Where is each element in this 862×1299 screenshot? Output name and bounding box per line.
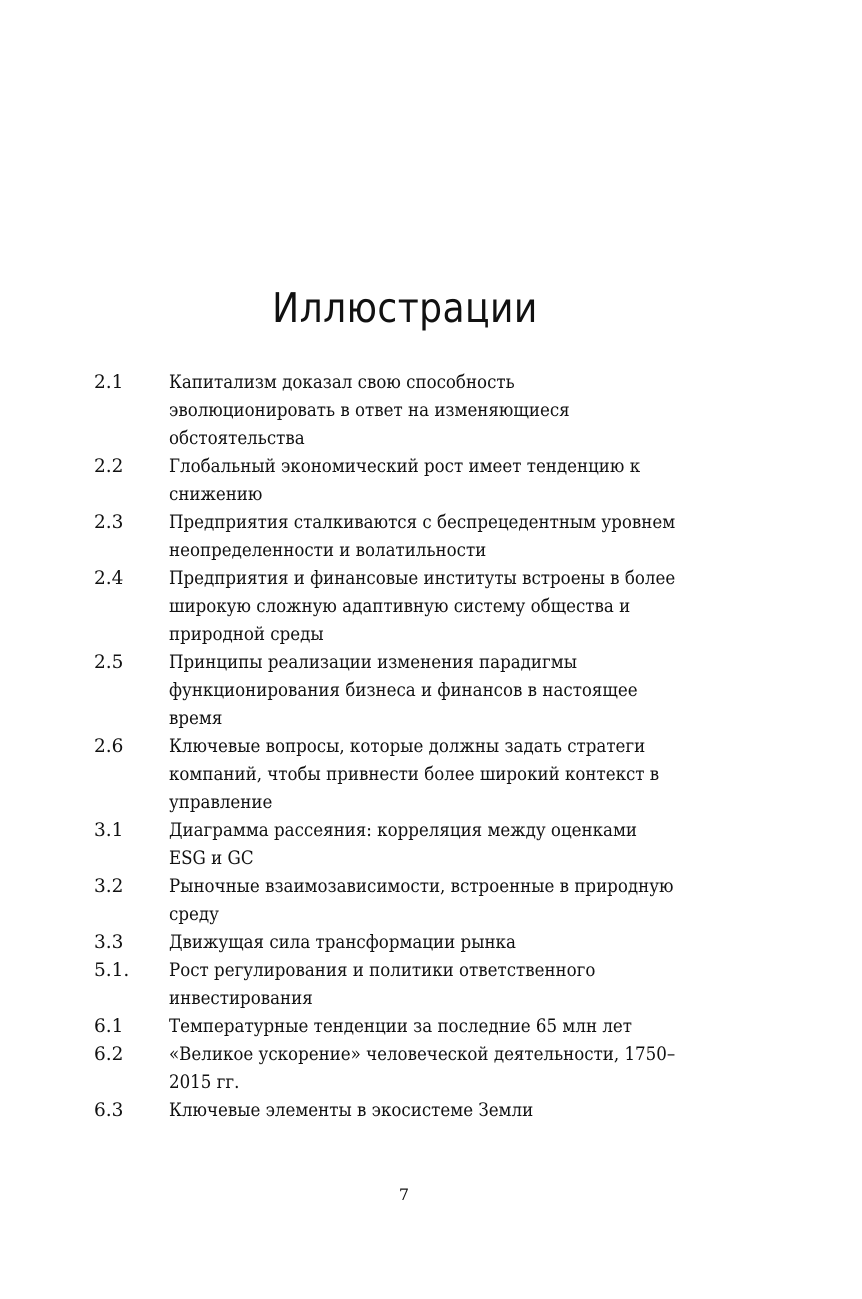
entry-number: 2.6 xyxy=(94,736,124,757)
list-item xyxy=(94,873,734,929)
list-item xyxy=(94,509,734,565)
list-item xyxy=(94,1097,734,1125)
page-number: 7 xyxy=(398,1185,410,1204)
list-item xyxy=(94,817,734,873)
list-item xyxy=(94,1013,734,1041)
entry-number: 5.1. xyxy=(94,960,130,981)
list-item xyxy=(94,733,734,817)
entry-caption: Ключевые вопросы, которые должны задать стратеги компаний, чтобы привнести более широкий контекст в управление xyxy=(169,736,660,813)
entry-number: 2.3 xyxy=(94,512,124,533)
entry-number: 2.4 xyxy=(94,568,124,589)
list-item xyxy=(94,453,734,509)
entry-caption: Предприятия сталкиваются с беспрецедентным уровнем неопределенности и волатильности xyxy=(169,512,676,561)
entry-number: 3.2 xyxy=(94,876,124,897)
entry-caption: «Великое ускорение» человеческой деятельности, 1750–2015 гг. xyxy=(169,1044,676,1093)
entry-caption: Предприятия и финансовые институты встроены в более широкую сложную адаптивную систему общества и природной среды xyxy=(169,568,676,645)
list-item xyxy=(94,565,734,649)
list-item xyxy=(94,649,734,733)
entry-caption: Температурные тенденции за последние 65 млн лет xyxy=(169,1016,632,1037)
entry-number: 6.2 xyxy=(94,1044,124,1065)
entry-number: 6.3 xyxy=(94,1100,124,1121)
entry-number: 6.1 xyxy=(94,1016,124,1037)
entry-number: 3.1 xyxy=(94,820,124,841)
entry-number: 2.1 xyxy=(94,372,124,393)
entry-caption: Капитализм доказал свою способность эволюционировать в ответ на изменяющиеся обстоятельства xyxy=(169,372,570,449)
entry-caption: Рост регулирования и политики ответственного инвестирования xyxy=(169,960,596,1009)
entry-caption: Принципы реализации изменения парадигмы функционирования бизнеса и финансов в настоящее время xyxy=(169,652,638,729)
list-item xyxy=(94,957,734,1013)
illustrations-list xyxy=(94,369,734,1125)
entry-number: 3.3 xyxy=(94,932,124,953)
entry-caption: Ключевые элементы в экосистеме Земли xyxy=(169,1100,534,1121)
list-item xyxy=(94,929,734,957)
page-title: Иллюстрации xyxy=(272,284,538,332)
list-item xyxy=(94,1041,734,1097)
entry-caption: Движущая сила трансформации рынка xyxy=(169,932,516,953)
entry-caption: Диаграмма рассеяния: корреляция между оценками ESG и GC xyxy=(169,820,637,869)
list-item xyxy=(94,369,734,453)
entry-number: 2.5 xyxy=(94,652,124,673)
entry-caption: Рыночные взаимозависимости, встроенные в природную среду xyxy=(169,876,674,925)
entry-number: 2.2 xyxy=(94,456,124,477)
entry-caption: Глобальный экономический рост имеет тенденцию к снижению xyxy=(169,456,641,505)
